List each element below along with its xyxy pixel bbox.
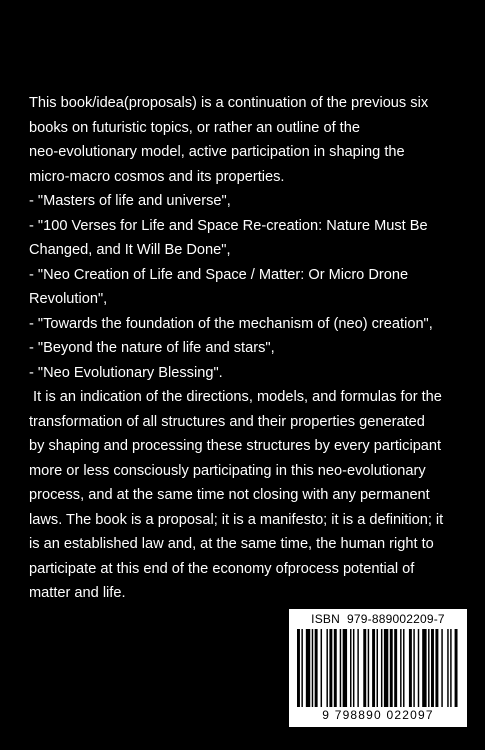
barcode-bar [368, 629, 369, 707]
barcode-bar [306, 629, 310, 707]
main-line: participate at this end of the economy ofprocess potential of [29, 560, 415, 577]
barcode-bar [400, 629, 401, 707]
book-list-item: - "100 Verses for Life and Space Re-creation: Nature Must Be [29, 217, 428, 234]
intro-paragraph [29, 91, 465, 189]
barcode-bar [447, 629, 448, 707]
barcode-bars [297, 629, 459, 707]
ean-digits: 9 798890 022097 [322, 708, 434, 722]
barcode-bar [428, 629, 429, 707]
main-line: is an established law and, at the same time, the human right to [29, 536, 434, 552]
book-list-item: - "Masters of life and universe", [29, 193, 231, 209]
book-list-item: - "Neo Evolutionary Blessing". [29, 364, 223, 381]
barcode-bar [363, 629, 366, 707]
main-paragraph [29, 385, 465, 606]
barcode-bar [353, 629, 354, 707]
book-list-item: Changed, and It Will Be Done", [29, 242, 231, 258]
barcode-bar [455, 629, 458, 707]
isbn-barcode [289, 609, 467, 727]
barcode-bar [394, 629, 397, 707]
barcode-bar [431, 629, 434, 707]
book-list-item: - "Towards the foundation of the mechanism of (neo) creation", [29, 315, 433, 332]
barcode-bar [384, 629, 388, 707]
barcode-bar [413, 629, 414, 707]
barcode-bar [350, 629, 351, 707]
book-list-item: - "Beyond the nature of life and stars", [29, 340, 275, 356]
main-line: by shaping and processing these structures by every participant [29, 438, 442, 454]
barcode-bar [441, 629, 442, 707]
barcode-bar [340, 629, 341, 707]
barcode-bar [297, 629, 300, 707]
intro-line: micro-macro cosmos and its properties. [29, 168, 285, 185]
main-line: process, and at the same time not closing with any permanent [29, 487, 430, 503]
barcode-bar [334, 629, 337, 707]
barcode-bar [390, 629, 393, 707]
barcode-bar [321, 629, 322, 707]
barcode-bar [326, 629, 327, 707]
barcode-bar [435, 629, 438, 707]
book-list-item: - "Neo Creation of Life and Space / Matter: Or Micro Drone [29, 266, 409, 283]
barcode-bar [329, 629, 332, 707]
barcode-bar [422, 629, 426, 707]
main-line: It is an indication of the directions, models, and formulas for the [29, 389, 442, 405]
barcode-bar [357, 629, 358, 707]
main-line: matter and life. [29, 585, 126, 601]
back-cover-blurb [29, 91, 465, 606]
barcode-bar [377, 629, 378, 707]
barcode-bar [403, 629, 404, 707]
barcode-bar [343, 629, 347, 707]
main-line: more or less consciously participating in this neo-evolutionary [29, 462, 426, 479]
barcode-bar [450, 629, 451, 707]
barcode-bar [409, 629, 412, 707]
main-line: transformation of all structures and their properties generated [29, 413, 425, 430]
barcode-bar [312, 629, 313, 707]
book-list-item: Revolution", [29, 291, 108, 307]
isbn-label: ISBN 979-889002209-7 [311, 612, 445, 626]
barcode-bar [301, 629, 302, 707]
barcode-bar [372, 629, 375, 707]
barcode-bar [315, 629, 318, 707]
intro-line: This book/idea(proposals) is a continuation of the previous six [29, 95, 429, 111]
main-line: laws. The book is a proposal; it is a manifesto; it is a definition; it [29, 511, 444, 528]
previous-books-list [29, 189, 465, 385]
barcode-bar [418, 629, 419, 707]
intro-line: books on futuristic topics, or rather an outline of the [29, 119, 360, 136]
intro-line: neo-evolutionary model, active participation in shaping the [29, 144, 405, 160]
barcode-bar [381, 629, 382, 707]
